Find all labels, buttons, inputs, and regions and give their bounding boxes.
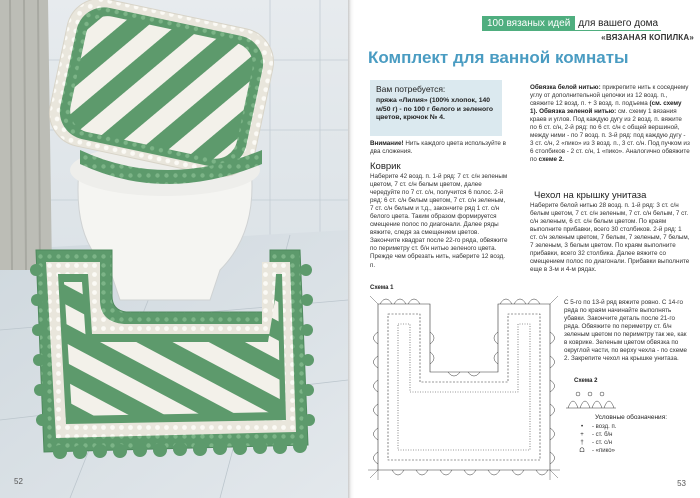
legend-item bbox=[576, 439, 686, 447]
chain-stitch-symbol: • bbox=[580, 424, 584, 430]
article-title: Комплект для ванной комнаты bbox=[368, 48, 629, 67]
green-binding-label: Обвязка зеленой нитью: bbox=[539, 108, 617, 116]
materials-text: пряжа «Лилия» (100% хлопок, 140 м/50 г) - по 100 г белого и зеленого цветов, крючок № 4. bbox=[376, 97, 494, 122]
rug-instructions: Наберите 42 возд. п. 1-й ряд: 7 ст. с/н зеленым цветом, 7 ст. с/н белым цветом, далее чередуйте по 7 ст. с/н, получится 6 полос. 2-й ряд: 6 ст. с/н белым цветом, 7 ст. с/н зеленым, 7 ст. с/н белым и т.д., закончите ряд 1 ст. с/н белого цвета. Таким образом формируется смещение полос по диагонали. Далее ряды вяжите, следя за смещением цветов. Закончите квадрат после 22-го ряда, обвяжите по периметру ст. б/н нитью зеленого цвета. Прежде чем обрезать нить, наберите 12 возд. п. bbox=[370, 173, 508, 269]
binding-instructions bbox=[530, 84, 690, 164]
page-header bbox=[482, 16, 694, 31]
white-binding-text: прикрепите нить к соседнему углу от дополнительной цепочки из 12 возд. п., свяжите 12 возд. п. + 3 возд. п. подъема bbox=[530, 84, 689, 108]
materials-box bbox=[370, 80, 502, 136]
legend-item-label: - возд. п. bbox=[592, 424, 617, 430]
scheme-2-diagram bbox=[566, 388, 616, 414]
photo-page bbox=[0, 0, 348, 498]
legend-item-label: - «пико» bbox=[592, 448, 615, 454]
page-number-left: 52 bbox=[14, 477, 23, 486]
white-binding-label: Обвязка белой нитью: bbox=[530, 84, 601, 91]
section-label: «ВЯЗАНАЯ КОПИЛКА» bbox=[601, 33, 694, 42]
legend bbox=[576, 414, 686, 455]
scheme-1-label: Схема 1 bbox=[370, 285, 394, 291]
white-binding-ref: (см. схему 1). bbox=[530, 100, 682, 116]
legend-item-label: - ст. с/н bbox=[592, 440, 613, 446]
rug-subtitle: Коврик bbox=[370, 161, 401, 172]
legend-item bbox=[576, 423, 686, 431]
single-crochet-symbol: + bbox=[580, 432, 584, 438]
scheme-1-diagram bbox=[368, 292, 560, 482]
header-subtitle: для вашего дома bbox=[575, 16, 661, 31]
double-crochet-symbol: † bbox=[580, 440, 584, 446]
page-number-right: 53 bbox=[677, 479, 686, 488]
lid-subtitle: Чехол на крышку унитаза bbox=[534, 190, 647, 201]
attention-label: Внимание! bbox=[370, 140, 404, 147]
materials-title: Вам потребуется: bbox=[376, 84, 446, 94]
green-binding-text: см. схему 1 вязания краев и углов. Под каждую дугу из 2 возд. п. вяжите по 6 ст. с/н, 2-й ряд: по 6 ст. с/н с общей вершиной, между ними - по 7 возд. п. 3-й ряд: под каждую дугу - 3 ст. с/н, 2 «пико» из 3 возд. п., 3 ст. с/н. Под пучком из 6 столбиков - 2 ст. с/н, 1 «пико». Аналогично обвяжите по bbox=[530, 108, 690, 164]
legend-item bbox=[576, 447, 686, 455]
green-binding-ref: схеме 2. bbox=[538, 156, 565, 164]
bathroom-set-photo bbox=[0, 0, 348, 498]
header-series-title: 100 вязаных идей bbox=[482, 16, 575, 31]
text-page bbox=[354, 0, 700, 498]
scheme-2-label: Схема 2 bbox=[574, 378, 598, 384]
legend-item bbox=[576, 431, 686, 439]
attention-text: Нить каждого цвета используйте в два сложения. bbox=[370, 140, 507, 156]
picot-symbol: ᗝ bbox=[579, 447, 585, 454]
attention-note bbox=[370, 140, 508, 156]
lid-instructions-continued: С 5-го по 13-й ряд вяжите ровно. С 14-го ряда по краям начинайте выполнять убавки. Закончите деталь после 21-го ряда. Обвяжите по периметру ст. б/н зеленым цветом по периметру так же, как в коврике. Зеленым цветом обвязка по округлой части, по верху чехла - по схеме 2. Закрепите чехол на крышке унитаза. bbox=[564, 299, 688, 363]
lid-instructions: Наберите белой нитью 28 возд. п. 1-й ряд: 3 ст. с/н белым цветом, 7 ст. с/н зеленым, 7 ст. с/н белым, 7 ст. с/н зеленым, 6 ст. с/н белым цветом. По краям выполните прибавки, всего 30 столбиков. 2-й ряд: 1 ст. с/н зеленым цветом, 7 белым, 7 зеленым, 7 белым, 7 зеленым, 3 белым цветом. По краям выполните прибавки, всего 32 столбика. Далее вяжите со смещением полос по диагонали. Прибавки выполните еще в 3-м и 4-м рядах. bbox=[530, 202, 690, 274]
legend-title: Условные обозначения: bbox=[594, 414, 668, 421]
legend-item-label: - ст. б/н bbox=[592, 432, 613, 438]
